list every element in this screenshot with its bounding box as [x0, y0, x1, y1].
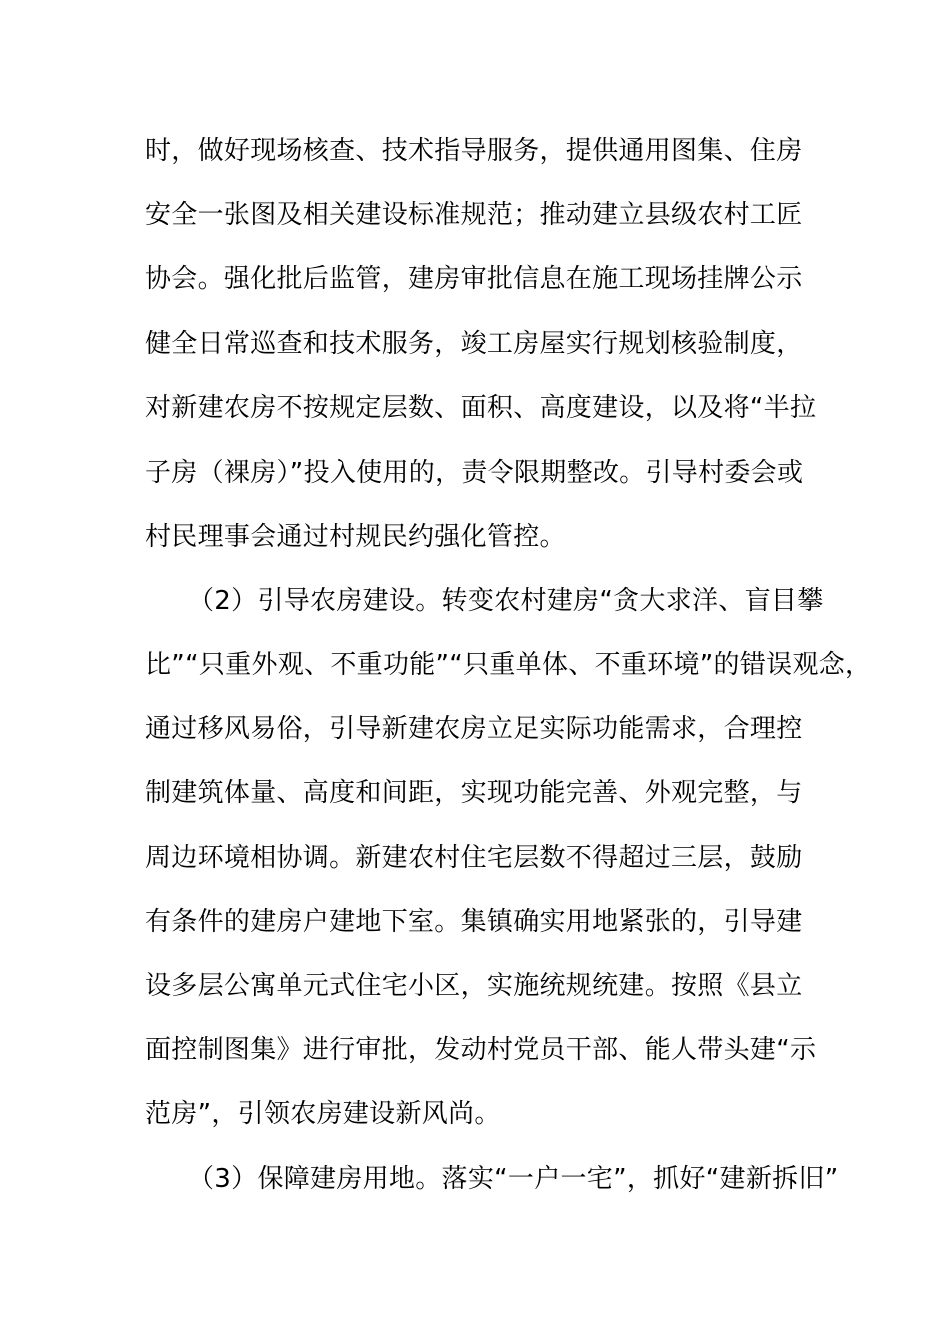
paragraph-line: 制建筑体量、高度和间距，实现功能完善、外观完整，与	[145, 778, 803, 808]
paragraph-line: 健全日常巡查和技术服务，竣工房屋实行规划核验制度，	[145, 329, 803, 359]
paragraph-line: 时，做好现场核查、技术指导服务，提供通用图集、住房	[145, 136, 803, 166]
paragraph-line: 安全一张图及相关建设标准规范；推动建立县级农村工匠	[145, 200, 803, 230]
paragraph-line: 比”“只重外观、不重功能”“只重单体、不重环境”的错误观念，	[145, 650, 872, 680]
paragraph-line: 子房（裸房）”投入使用的，责令限期整改。引导村委会或	[145, 458, 804, 488]
paragraph-line: 面控制图集》进行审批，发动村党员干部、能人带头建“示	[145, 1035, 817, 1065]
paragraph-line: 对新建农房不按规定层数、面积、高度建设，以及将“半拉	[145, 393, 817, 423]
paragraph-line: （2）引导农房建设。转变农村建房“贪大求洋、盲目攀	[188, 586, 824, 616]
paragraph-line: 范房”，引领农房建设新风尚。	[145, 1099, 501, 1129]
paragraph-line: 通过移风易俗，引导新建农房立足实际功能需求，合理控	[145, 714, 803, 744]
paragraph-line: 村民理事会通过村规民约强化管控。	[145, 522, 566, 552]
paragraph-line: 设多层公寓单元式住宅小区，实施统规统建。按照《县立	[145, 971, 803, 1001]
paragraph-line: 有条件的建房户建地下室。集镇确实用地紧张的，引导建	[145, 907, 803, 937]
paragraph-line: （3）保障建房用地。落实“一户一宅”，抓好“建新拆旧”	[188, 1164, 839, 1194]
paragraph-line: 周边环境相协调。新建农村住宅层数不得超过三层，鼓励	[145, 843, 803, 873]
paragraph-line: 协会。强化批后监管，建房审批信息在施工现场挂牌公示	[145, 264, 803, 294]
